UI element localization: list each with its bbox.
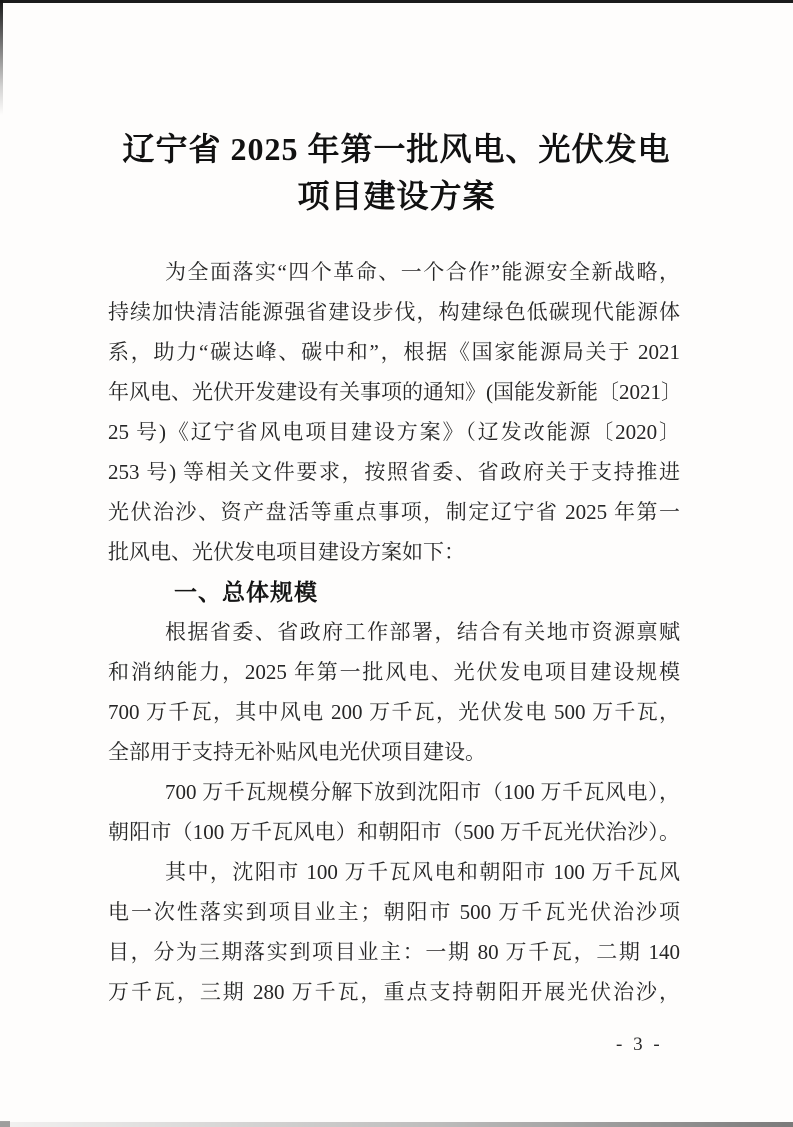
text-line: 其中，沈阳市 100 万千瓦风电和朝阳市 100 万千瓦风 xyxy=(165,860,680,884)
text-line: 700 万千瓦，其中风电 200 万千瓦，光伏发电 500 万千瓦， xyxy=(108,700,680,724)
text-line: 根据省委、省政府工作部署，结合有关地市资源禀赋 xyxy=(165,620,680,644)
text-line: 批风电、光伏发电项目建设方案如下： xyxy=(108,540,465,564)
text-line: 光伏治沙、资产盘活等重点事项，制定辽宁省 2025 年第一 xyxy=(108,500,680,524)
text-line: 为全面落实“四个革命、一个合作”能源安全新战略， xyxy=(165,260,680,284)
text-line: 持续加快清洁能源强省建设步伐，构建绿色低碳现代能源体 xyxy=(108,300,680,324)
page-number: - 3 - xyxy=(616,1034,663,1055)
text-line: 目，分为三期落实到项目业主：一期 80 万千瓦，二期 140 xyxy=(108,940,680,964)
text-line: 万千瓦，三期 280 万千瓦，重点支持朝阳开展光伏治沙， xyxy=(108,980,680,1004)
document-body xyxy=(108,252,680,1012)
text-line: 电一次性落实到项目业主；朝阳市 500 万千瓦光伏治沙项 xyxy=(108,900,680,924)
scan-artifact-bottom-left-corner xyxy=(0,1121,10,1127)
text-line: 253 号) 等相关文件要求，按照省委、省政府关于支持推进 xyxy=(108,460,680,484)
document-title xyxy=(0,126,793,220)
scan-artifact-bottom-edge xyxy=(0,1122,793,1127)
scan-artifact-top-edge xyxy=(0,0,793,3)
document-title-line-2: 项目建设方案 xyxy=(297,178,496,214)
text-line: 朝阳市（100 万千瓦风电）和朝阳市（500 万千瓦光伏治沙）。 xyxy=(108,820,680,844)
text-line: 系，助力“碳达峰、碳中和”，根据《国家能源局关于 2021 xyxy=(108,340,680,364)
text-line: 全部用于支持无补贴风电光伏项目建设。 xyxy=(108,740,486,764)
scan-artifact-left-edge xyxy=(0,0,3,115)
text-line: 25 号)《辽宁省风电项目建设方案》（辽发改能源〔2020〕 xyxy=(108,420,680,444)
text-line: 700 万千瓦规模分解下放到沈阳市（100 万千瓦风电）， xyxy=(165,780,680,804)
text-line: 和消纳能力，2025 年第一批风电、光伏发电项目建设规模 xyxy=(108,660,680,684)
document-title-line-1: 辽宁省 2025 年第一批风电、光伏发电 xyxy=(122,131,671,167)
section-heading: 一、总体规模 xyxy=(174,579,318,605)
text-line: 年风电、光伏开发建设有关事项的通知》(国能发新能〔2021〕 xyxy=(108,380,682,404)
